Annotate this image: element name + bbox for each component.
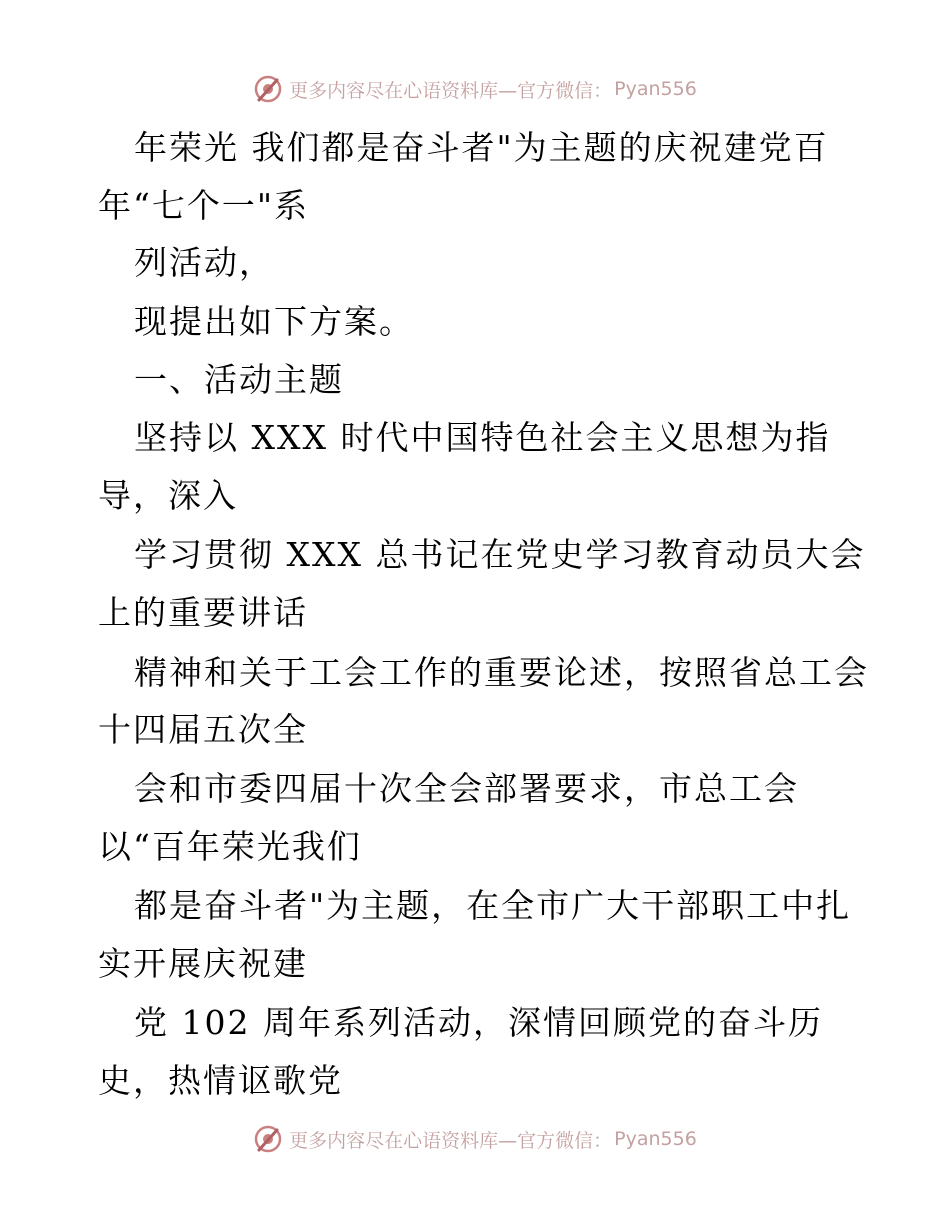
header-watermark bbox=[0, 74, 950, 104]
text-line: 党 102 周年系列活动，深情回顾党的奋斗历 bbox=[134, 1003, 823, 1042]
text-line: 以“百年荣光我们 bbox=[98, 827, 362, 866]
text-line: 导，深入 bbox=[98, 476, 238, 515]
watermark-text: 更多内容尽在心语资料库—官方微信： bbox=[289, 79, 613, 102]
text-line: 年荣光 我们都是奋斗者"为主题的庆祝建党百 bbox=[134, 128, 829, 167]
pen-logo-icon bbox=[253, 74, 283, 104]
text-line: 十四届五次全 bbox=[98, 710, 308, 749]
text-line: 坚持以 XXX 时代中国特色社会主义思想为指 bbox=[134, 418, 831, 457]
text-line: 实开展庆祝建 bbox=[98, 944, 308, 983]
watermark-text: 更多内容尽在心语资料库—官方微信： bbox=[289, 1129, 613, 1152]
watermark-handle: Pyan556 bbox=[614, 78, 697, 100]
footer-watermark bbox=[0, 1124, 950, 1154]
text-line: 会和市委四届十次全会部署要求，市总工会 bbox=[134, 769, 799, 808]
text-line: 列活动， bbox=[134, 243, 274, 282]
text-line: 精神和关于工会工作的重要论述，按照省总工会 bbox=[134, 653, 869, 692]
watermark-handle: Pyan556 bbox=[614, 1128, 697, 1150]
pen-logo-icon bbox=[253, 1124, 283, 1154]
text-line: 现提出如下方案。 bbox=[134, 302, 414, 341]
text-line: 上的重要讲话 bbox=[98, 593, 308, 632]
text-line: 都是奋斗者"为主题，在全市广大干部职工中扎 bbox=[134, 886, 852, 925]
text-line: 学习贯彻 XXX 总书记在党史学习教育动员大会 bbox=[134, 535, 866, 574]
text-line: 史，热情讴歌党 bbox=[98, 1061, 343, 1100]
text-line: 年“七个一"系 bbox=[98, 186, 310, 225]
section-heading: 一、活动主题 bbox=[134, 360, 344, 399]
